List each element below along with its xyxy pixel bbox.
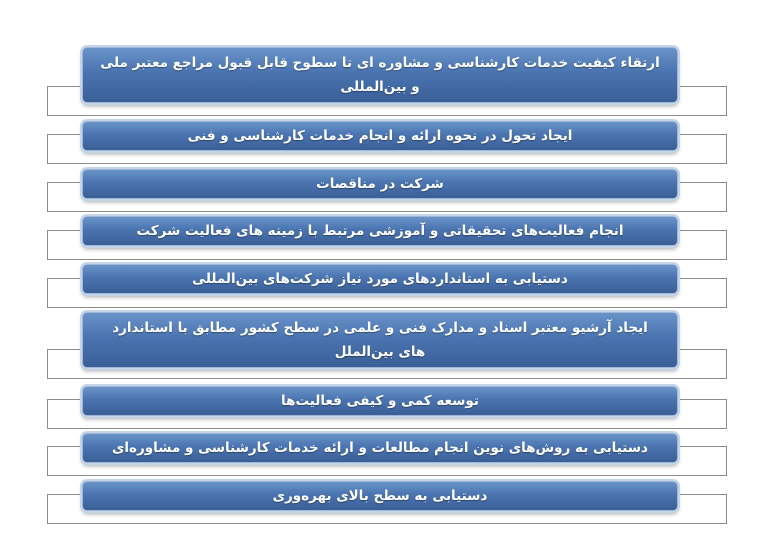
objective-text: ایجاد تحول در نحوه ارائه و انجام خدمات کارشناسی و فنی bbox=[187, 128, 573, 144]
objective-item bbox=[82, 47, 678, 103]
objective-text: دستیابی به استانداردهای مورد نیاز شرکت‌های بین‌المللی bbox=[192, 271, 568, 287]
objective-text: توسعه کمی و کیفی فعالیت‌ها bbox=[281, 393, 479, 409]
objective-text: شرکت در مناقصات bbox=[316, 176, 444, 192]
objective-item bbox=[82, 312, 678, 368]
objective-item bbox=[82, 216, 678, 246]
objective-item bbox=[82, 121, 678, 151]
objective-text: ارتقاء کیفیت خدمات کارشناسی و مشاوره ای تا سطوح قابل قبول مراجع معتبر ملی و بین‌المللی bbox=[100, 55, 660, 95]
objective-item bbox=[82, 264, 678, 294]
objective-item bbox=[82, 169, 678, 199]
objective-text: دستیابی به روش‌های نوین انجام مطالعات و ارائه خدمات کارشناسی و مشاوره‌ای bbox=[112, 440, 648, 456]
objective-item bbox=[82, 481, 678, 511]
objective-text: دستیابی به سطح بالای بهره‌وری bbox=[272, 488, 488, 504]
objective-text: انجام فعالیت‌های تحقیقاتی و آموزشی مرتبط با زمینه های فعالیت شرکت bbox=[136, 223, 624, 239]
objective-item bbox=[82, 433, 678, 463]
objective-item bbox=[82, 386, 678, 416]
objective-text: ایجاد آرشیو معتبر اسناد و مدارک فنی و علمی در سطح کشور مطابق با استاندارد های بین‌الملل bbox=[112, 320, 648, 360]
